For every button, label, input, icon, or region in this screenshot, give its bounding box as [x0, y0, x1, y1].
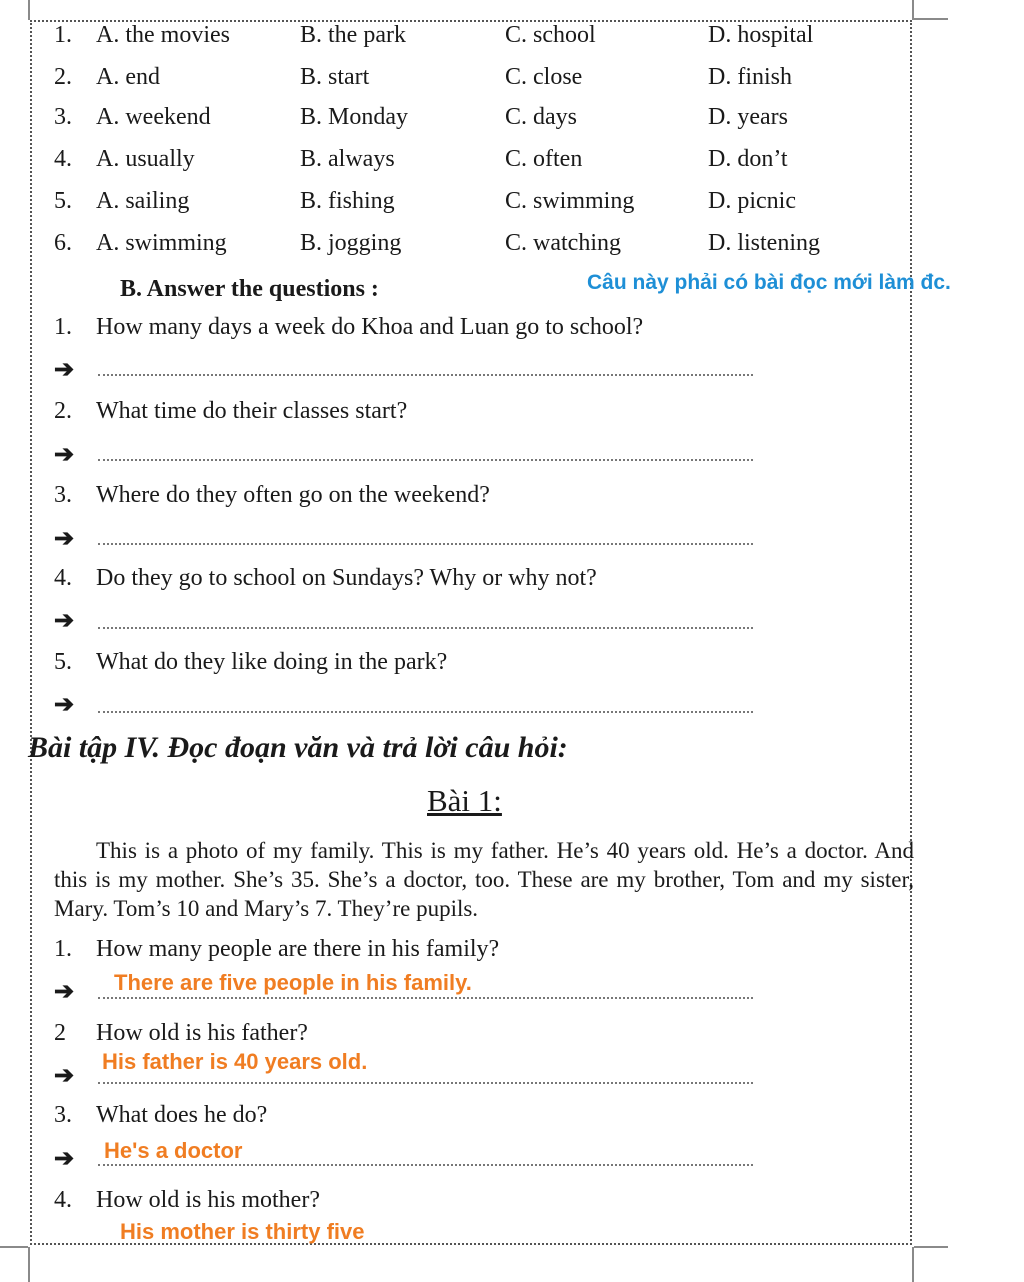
crop-mark-bottom-right-h [914, 1246, 948, 1248]
question-number: 4. [54, 565, 72, 591]
option-c: C. swimming [505, 188, 635, 214]
option-d: D. picnic [708, 188, 796, 214]
question-number: 3. [54, 1102, 72, 1128]
answer-arrow-icon: ➔ [54, 1063, 75, 1089]
option-d: D. hospital [708, 22, 814, 48]
question-number: 3. [54, 482, 72, 508]
crop-mark-top-right-h [914, 18, 948, 20]
option-d: D. listening [708, 230, 820, 256]
answer-line[interactable] [98, 627, 753, 629]
answer-arrow-icon: ➔ [54, 1146, 75, 1172]
question-number: 1. [54, 936, 72, 962]
choice-number: 3. [54, 104, 72, 130]
choice-number: 5. [54, 188, 72, 214]
reading-paragraph [54, 836, 914, 923]
reading-title: Bài 1: [427, 783, 502, 818]
question-text: What time do their classes start? [96, 398, 408, 424]
choice-number: 2. [54, 64, 72, 90]
choice-number: 1. [54, 22, 72, 48]
choice-row [0, 104, 1024, 136]
crop-mark-top-left-v [28, 0, 30, 20]
option-a: A. sailing [96, 188, 190, 214]
exercise-iv-heading: Bài tập IV. Đọc đoạn văn và trả lời câu hỏi: [28, 731, 568, 764]
option-a: A. weekend [96, 104, 211, 130]
answer-line[interactable] [98, 374, 753, 376]
answer-line[interactable] [98, 711, 753, 713]
question-number: 2 [54, 1020, 66, 1046]
choice-row [0, 146, 1024, 178]
option-b: B. Monday [300, 104, 408, 130]
question-number: 1. [54, 314, 72, 340]
question-number: 2. [54, 398, 72, 424]
answer-line[interactable] [98, 1082, 753, 1084]
teacher-note: Câu này phải có bài đọc mới làm đc. [587, 271, 951, 294]
choice-number: 6. [54, 230, 72, 256]
answer-arrow-icon: ➔ [54, 526, 75, 552]
choice-number: 4. [54, 146, 72, 172]
crop-mark-top-right-v [912, 0, 914, 20]
crop-mark-bottom-right-v [912, 1247, 914, 1282]
option-d: D. don’t [708, 146, 788, 172]
option-c: C. school [505, 22, 596, 48]
choice-row [0, 64, 1024, 96]
option-b: B. always [300, 146, 395, 172]
answer-arrow-icon: ➔ [54, 692, 75, 718]
option-c: C. often [505, 146, 583, 172]
question-text: Where do they often go on the weekend? [96, 482, 490, 508]
option-a: A. swimming [96, 230, 227, 256]
option-d: D. years [708, 104, 788, 130]
option-b: B. jogging [300, 230, 402, 256]
answer-arrow-icon: ➔ [54, 357, 75, 383]
question-text: Do they go to school on Sundays? Why or why not? [96, 565, 597, 591]
option-b: B. the park [300, 22, 406, 48]
answer-arrow-icon: ➔ [54, 608, 75, 634]
reading-paragraph-text: This is a photo of my family. This is my father. He’s 40 years old. He’s a doctor. And this is my mother. She’s 35. She’s a doctor, too. These are my brother, Tom and my sister, Mary. Tom’s 10 and Mary’s 7. They’re pupils. [54, 838, 914, 921]
option-a: A. end [96, 64, 160, 90]
option-b: B. start [300, 64, 370, 90]
option-c: C. watching [505, 230, 621, 256]
question-text: How old is his mother? [96, 1187, 320, 1213]
option-a: A. the movies [96, 22, 230, 48]
option-a: A. usually [96, 146, 195, 172]
handwritten-answer: His mother is thirty five [120, 1219, 365, 1244]
question-number: 5. [54, 649, 72, 675]
answer-line[interactable] [98, 997, 753, 999]
handwritten-answer: There are five people in his family. [114, 970, 472, 995]
choice-row [0, 188, 1024, 220]
question-text: What does he do? [96, 1102, 268, 1128]
question-number: 4. [54, 1187, 72, 1213]
option-c: C. close [505, 64, 583, 90]
option-d: D. finish [708, 64, 792, 90]
answer-line[interactable] [98, 1164, 753, 1166]
answer-arrow-icon: ➔ [54, 979, 75, 1005]
handwritten-answer: His father is 40 years old. [102, 1049, 368, 1074]
crop-mark-bottom-left-v [28, 1247, 30, 1282]
answer-line[interactable] [98, 459, 753, 461]
question-text: How old is his father? [96, 1020, 308, 1046]
crop-mark-bottom-left-h [0, 1246, 28, 1248]
choice-row [0, 230, 1024, 262]
choice-row [0, 22, 1024, 54]
answer-line[interactable] [98, 543, 753, 545]
option-c: C. days [505, 104, 577, 130]
option-b: B. fishing [300, 188, 395, 214]
handwritten-answer: He's a doctor [104, 1138, 243, 1163]
question-text: How many days a week do Khoa and Luan go to school? [96, 314, 644, 340]
question-text: How many people are there in his family? [96, 936, 500, 962]
section-b-heading: B. Answer the questions : [120, 276, 379, 302]
question-text: What do they like doing in the park? [96, 649, 448, 675]
answer-arrow-icon: ➔ [54, 442, 75, 468]
